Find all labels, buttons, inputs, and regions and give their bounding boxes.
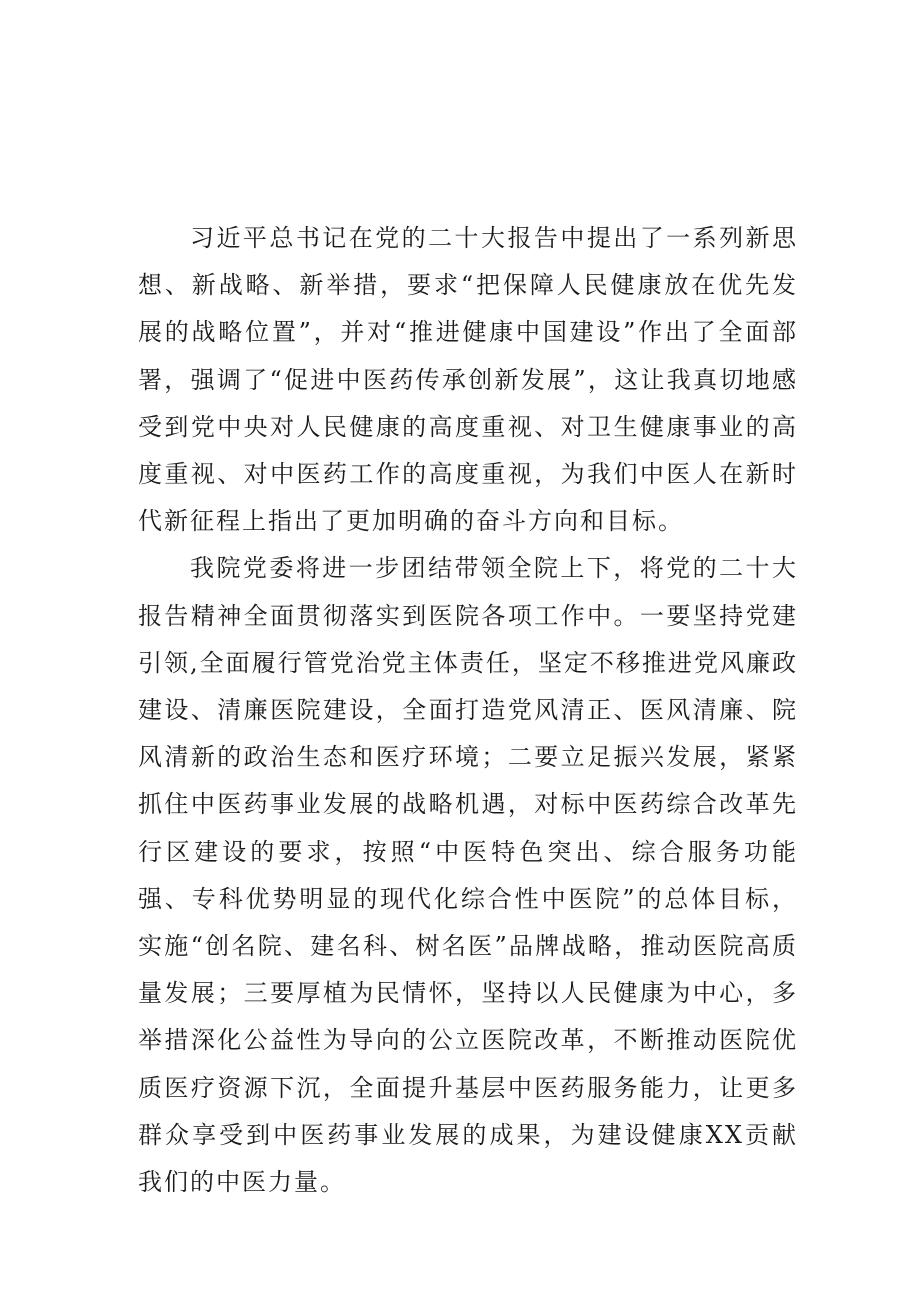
document-body <box>138 215 798 1206</box>
paragraph-1: 习近平总书记在党的二十大报告中提出了一系列新思想、新战略、新举措，要求“把保障人民健康放在优先发展的战略位置”，并对“推进健康中国建设”作出了全面部署，强调了“促进中医药传承创新发展”，这让我真切地感受到党中央对人民健康的高度重视、对卫生健康事业的高度重视、对中医药工作的高度重视，为我们中医人在新时代新征程上指出了更加明确的奋斗方向和目标。 <box>138 224 798 536</box>
paragraph-2: 我院党委将进一步团结带领全院上下，将党的二十大报告精神全面贯彻落实到医院各项工作中。一要坚持党建引领,全面履行管党治党主体责任，坚定不移推进党风廉政建设、清廉医院建设，全面打造党风清正、医风清廉、院风清新的政治生态和医疗环境；二要立足振兴发展，紧紧抓住中医药事业发展的战略机遇，对标中医药综合改革先行区建设的要求，按照“中医特色突出、综合服务功能强、专科优势明显的现代化综合性中医院”的总体目标，实施“创名院、建名科、树名医”品牌战略，推动医院高质量发展；三要厚植为民情怀，坚持以人民健康为中心，多举措深化公益性为导向的公立医院改革，不断推动医院优质医疗资源下沉，全面提升基层中医药服务能力，让更多群众享受到中医药事业发展的成果，为建设健康XX贡献我们的中医力量。 <box>138 554 798 1197</box>
